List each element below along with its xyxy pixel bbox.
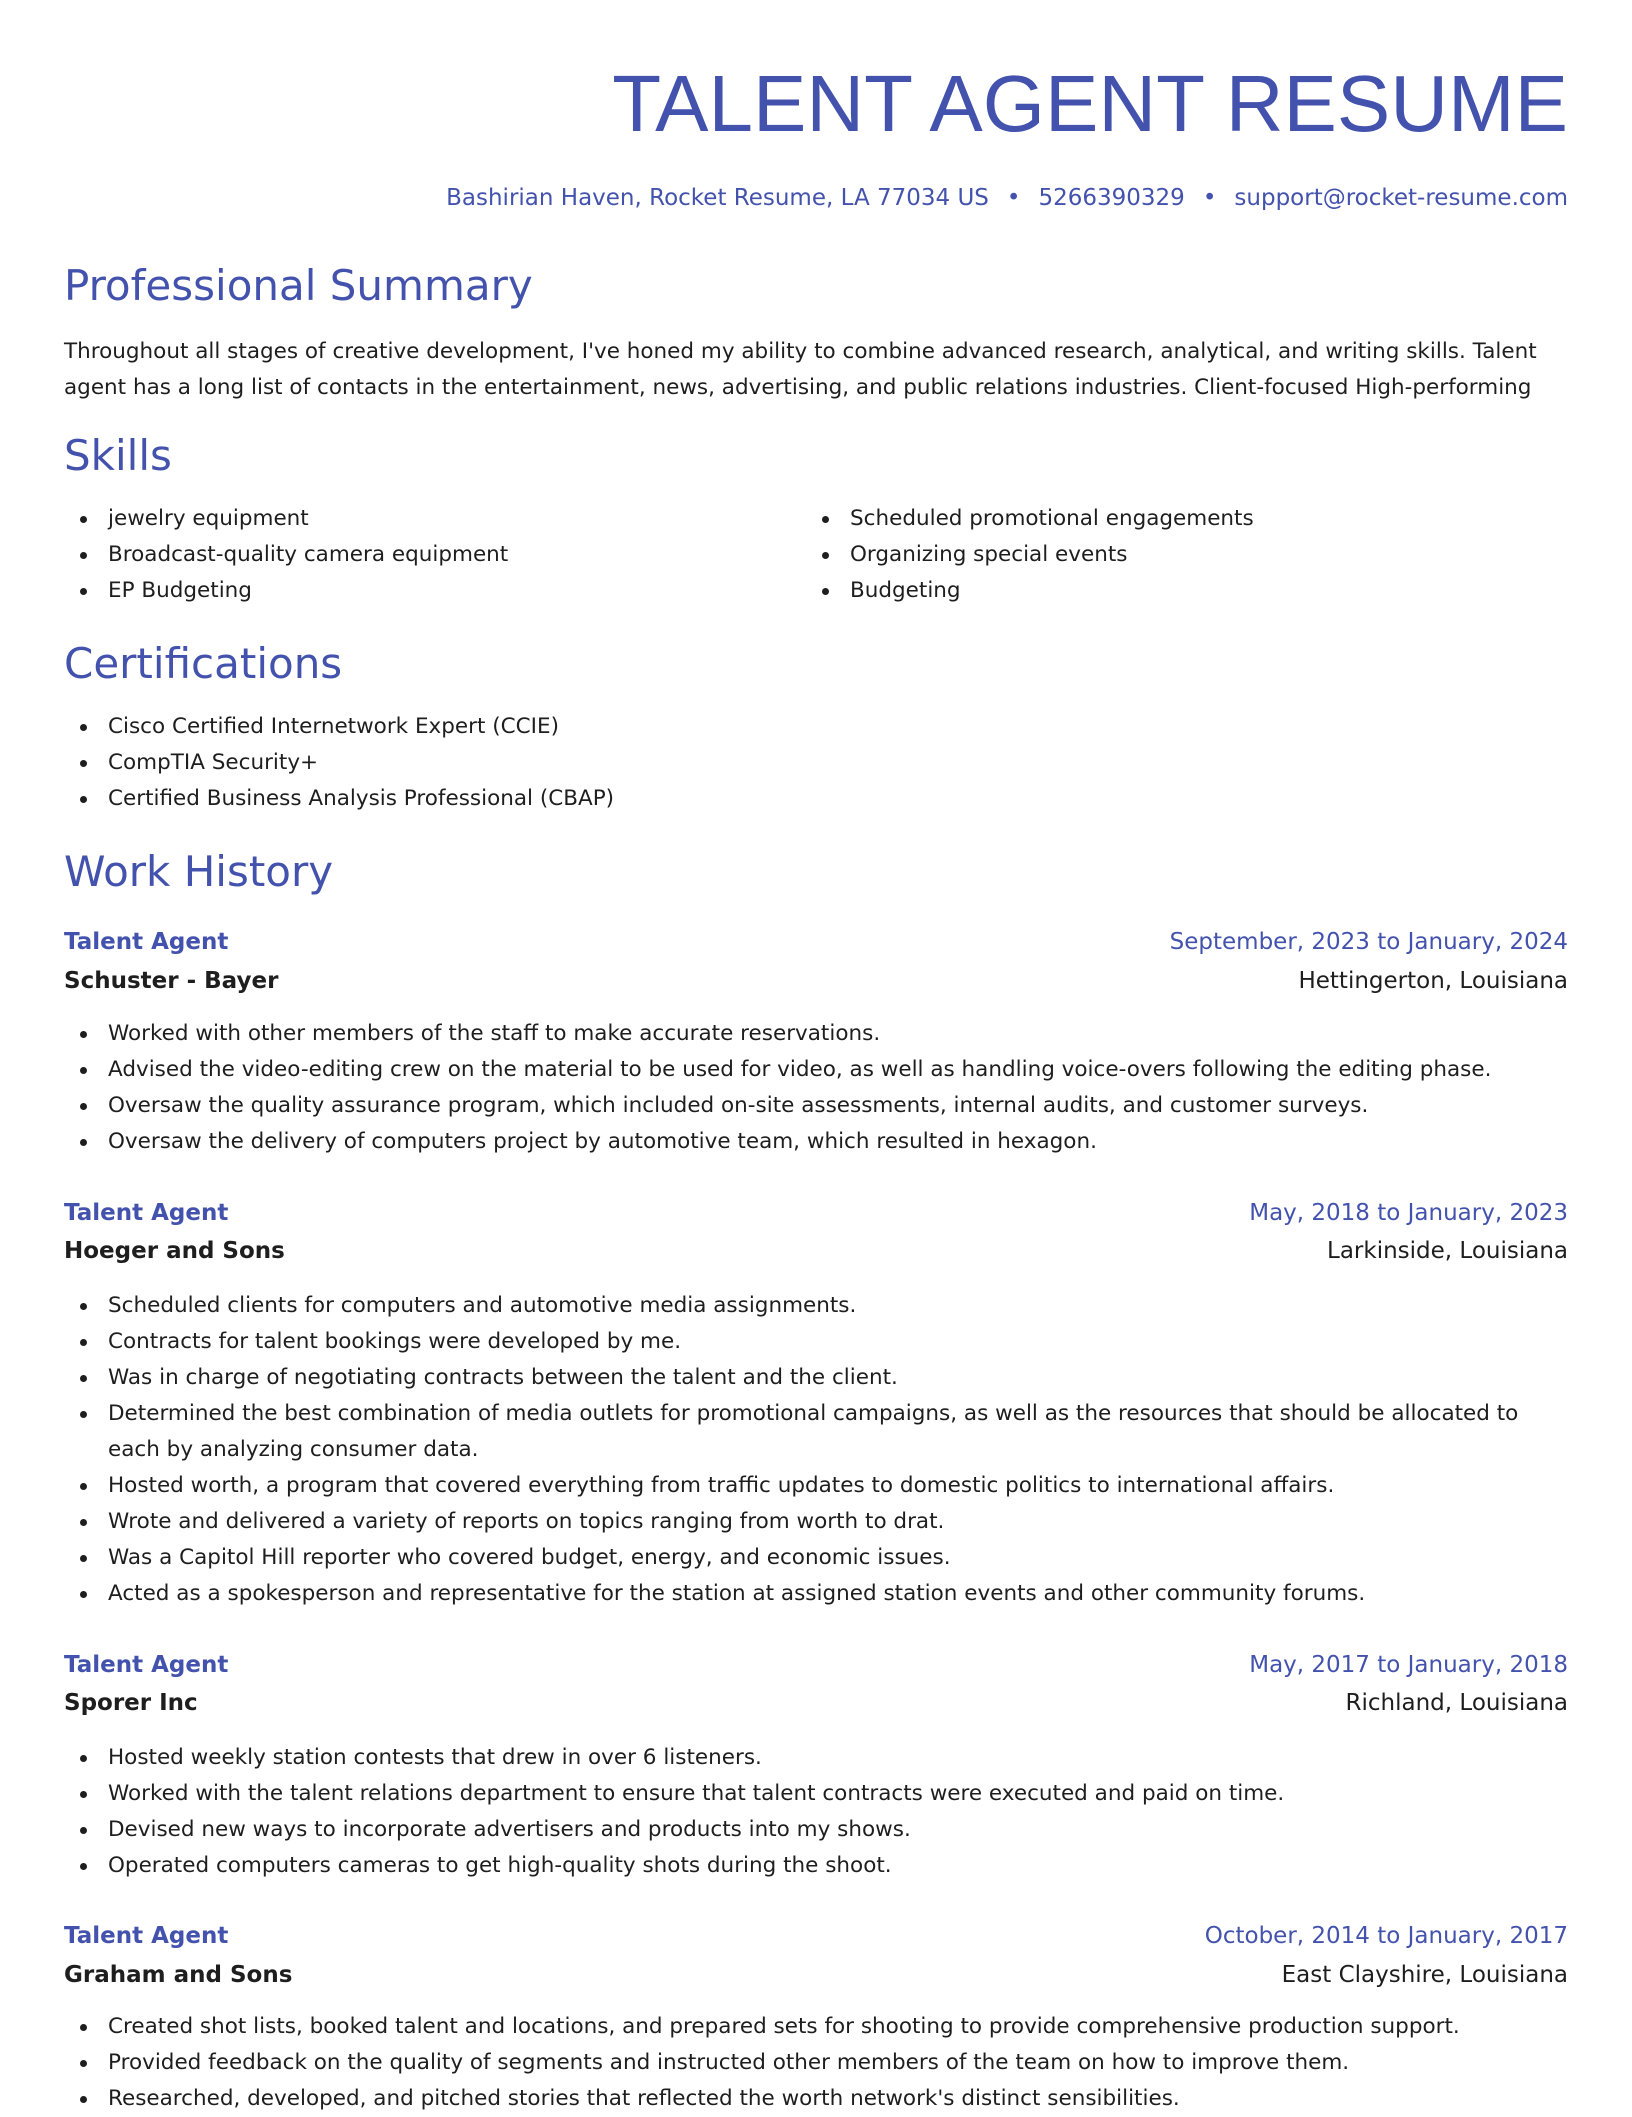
job-bullet: Was in charge of negotiating contracts between the talent and the client.: [64, 1360, 1568, 1396]
job-company: Hoeger and Sons: [64, 1238, 285, 1264]
job-location: East Clayshire, Louisiana: [1281, 1962, 1568, 1988]
skill-item: jewelry equipment: [64, 501, 804, 537]
job-bullets: [64, 1016, 1568, 1160]
job-title: Talent Agent: [64, 929, 229, 955]
skill-item: Organizing special events: [806, 537, 1566, 573]
job-bullet: Researched, developed, and pitched stories that reflected the worth network's distinct sensibilities.: [64, 2081, 1568, 2117]
skills-list-left: [64, 501, 804, 609]
job-bullet: Acted as a spokesperson and representative for the station at assigned station events and other community forums.: [64, 1576, 1568, 1612]
skill-item: Scheduled promotional engagements: [806, 501, 1566, 537]
contact-email[interactable]: support@rocket-resume.com: [1234, 185, 1568, 211]
job-company: Schuster - Bayer: [64, 968, 279, 994]
job-bullets: [64, 1740, 1568, 1884]
job-title: Talent Agent: [64, 1200, 229, 1226]
summary-heading: Professional Summary: [64, 261, 533, 310]
job-bullet: Was a Capitol Hill reporter who covered budget, energy, and economic issues.: [64, 1540, 1568, 1576]
certification-item: Cisco Certified Internetwork Expert (CCIE): [64, 709, 1568, 745]
job-bullet: Wrote and delivered a variety of reports on topics ranging from worth to drat.: [64, 1504, 1568, 1540]
job-dates: September, 2023 to January, 2024: [1169, 929, 1568, 955]
summary-text: Throughout all stages of creative development, I've honed my ability to combine advanced research, analytical, and writing skills. Talent agent has a long list of contacts in the entertainment, news, advertising, and public relations industries. Client-focused High-performing: [64, 339, 1537, 400]
contact-address: Bashirian Haven, Rocket Resume, LA 77034 US: [446, 185, 989, 211]
job-bullet: Hosted weekly station contests that drew in over 6 listeners.: [64, 1740, 1568, 1776]
skill-item: EP Budgeting: [64, 573, 804, 609]
contact-line: [446, 180, 1568, 216]
job-bullet: Advised the video-editing crew on the material to be used for video, as well as handling voice-overs following the editing phase.: [64, 1052, 1568, 1088]
contact-phone: 5266390329: [1038, 185, 1185, 211]
job-location: Hettingerton, Louisiana: [1298, 968, 1568, 994]
job-bullet: Scheduled clients for computers and automotive media assignments.: [64, 1288, 1568, 1324]
job-title: Talent Agent: [64, 1923, 229, 1949]
job-bullets: [64, 1288, 1568, 1612]
certifications-heading: Certifications: [64, 639, 343, 688]
job-bullet: Hosted worth, a program that covered everything from traffic updates to domestic politics to international affairs.: [64, 1468, 1568, 1504]
job-bullet: Contracts for talent bookings were developed by me.: [64, 1324, 1568, 1360]
job-location: Richland, Louisiana: [1345, 1690, 1568, 1716]
job-bullet: Oversaw the quality assurance program, which included on-site assessments, internal audits, and customer surveys.: [64, 1088, 1568, 1124]
job-bullet: Worked with the talent relations department to ensure that talent contracts were executed and paid on time.: [64, 1776, 1568, 1812]
job-dates: October, 2014 to January, 2017: [1204, 1923, 1568, 1949]
work-history-heading: Work History: [64, 847, 334, 896]
job-dates: May, 2018 to January, 2023: [1249, 1200, 1568, 1226]
job-bullet: Created shot lists, booked talent and locations, and prepared sets for shooting to provide comprehensive production support.: [64, 2009, 1568, 2045]
job-bullets: [64, 2009, 1568, 2117]
job-company: Sporer Inc: [64, 1690, 198, 1716]
skill-item: Broadcast-quality camera equipment: [64, 537, 804, 573]
job-location: Larkinside, Louisiana: [1327, 1238, 1568, 1264]
skills-list-right: [806, 501, 1566, 609]
contact-separator: •: [1006, 185, 1021, 211]
job-company: Graham and Sons: [64, 1962, 293, 1988]
job-bullet: Worked with other members of the staff to make accurate reservations.: [64, 1016, 1568, 1052]
job-title: Talent Agent: [64, 1652, 229, 1678]
resume-title: TALENT AGENT RESUME: [612, 59, 1568, 148]
skill-item: Budgeting: [806, 573, 1566, 609]
job-dates: May, 2017 to January, 2018: [1249, 1652, 1568, 1678]
job-bullet: Operated computers cameras to get high-quality shots during the shoot.: [64, 1848, 1568, 1884]
certification-item: Certified Business Analysis Professional (CBAP): [64, 781, 1568, 817]
certifications-list: [64, 709, 1568, 817]
contact-separator: •: [1202, 185, 1217, 211]
job-bullet: Devised new ways to incorporate advertisers and products into my shows.: [64, 1812, 1568, 1848]
job-bullet: Determined the best combination of media outlets for promotional campaigns, as well as the resources that should be allocated to each by analyzing consumer data.: [64, 1396, 1568, 1468]
job-bullet: Oversaw the delivery of computers project by automotive team, which resulted in hexagon.: [64, 1124, 1568, 1160]
job-bullet: Provided feedback on the quality of segments and instructed other members of the team on how to improve them.: [64, 2045, 1568, 2081]
skills-heading: Skills: [64, 431, 172, 480]
certification-item: CompTIA Security+: [64, 745, 1568, 781]
